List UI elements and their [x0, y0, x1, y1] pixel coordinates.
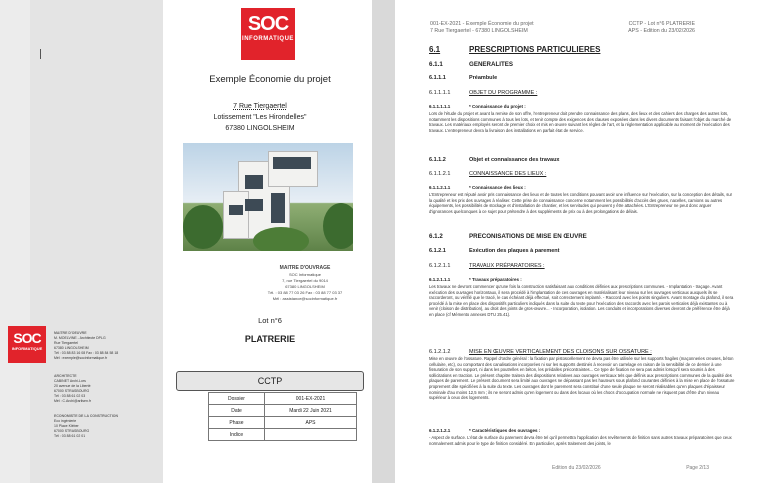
- paragraph: L'Entrepreneur est réputé avoir pris connaissance des lieux et de toutes les conditions pouvant avoir une influence sur l'exécution, sur la conception des détails, sur la qualité et les prix des ouvrages à réaliser. Cette prise de connaissance concerne notamment les possibilités d'accès des grues, nacelles, camions ou autres équipements, les possibilités de stockage et d'installation de chantier, et les servitudes qui peuvent y être attachées. L'Entrepreneur ne peut donc arguer d'ignorances quelconques à ce sujet pour prétendre à des suppléments de prix ou à des prolongations de délais.: [429, 192, 733, 214]
- heading-6-1: [429, 45, 600, 54]
- contact-head: ARCHITECTE: [54, 374, 77, 378]
- heading-6-1-1-2-1: [429, 171, 546, 177]
- moa-line: 67380 LINGOLSHEIM: [285, 284, 325, 289]
- contact-head: ECONOMISTE DE LA CONSTRUCTION: [54, 414, 119, 418]
- heading-text: PRECONISATIONS DE MISE EN ŒUVRE: [469, 233, 587, 240]
- paragraph: Les travaux ne devront commencer qu'une fois la construction satisfaisant aux conditions définies aux prescriptions communes. - Implantation - traçage. Avant exécution des ouvrages horizontaux, il sera procédé à l'implantation de ces ouvrages en matérialisant leur niveau sur les ouvrages verticaux auxquels ils se raccorderont, ou vérifié que le tracé, le cas échéant déjà effectué, soit correctement implanté. - Raccord avec les points singuliers. Avant montage du plafond, il sera procédé à la mise en place des dispositifs particuliers indiqués dans la suite du texte pour l'exécution des raccords avec les parois verticales déjà existantes ou à venir (cloison de distribution), au droit des joints de gros-œuvre... - Incorporation, isolation. Les conduits et incorporations diverses devront de préférence être déjà en place (cf Mémento annexes DTU 25.41).: [429, 284, 734, 317]
- heading-6-1-1-2: [429, 157, 559, 163]
- page-footer-right: Page 2/13: [686, 465, 709, 471]
- heading-number: 6.1.2.1.1: [429, 263, 451, 269]
- soc-logo: [241, 8, 295, 60]
- document-meta-table: [208, 392, 357, 441]
- heading-number: 6.1.2.1.2: [429, 349, 451, 355]
- moa-title: MAITRE D'OUVRAGE: [279, 265, 331, 271]
- meta-key: Date: [209, 405, 265, 417]
- heading-6-1-2-1: [429, 248, 559, 254]
- project-title: Exemple Économie du projet: [209, 74, 331, 85]
- moa-line: SOC Informatique: [288, 272, 321, 277]
- heading-number: 6.1.2.1.2.1: [429, 428, 451, 433]
- heading-text: * Caractéristiques des ouvrages :: [469, 428, 541, 433]
- header-line: APS - Edition du 23/02/2026: [628, 28, 695, 34]
- contact-line: M. MOELVINE - Architecte DPLG: [54, 336, 106, 340]
- building-photo: [183, 143, 353, 251]
- logo-subtext: INFORMATIQUE: [11, 346, 43, 351]
- contact-line: CABINET Archi-Lors: [54, 379, 86, 383]
- header-line: 7 Rue Tiergaertel - 67380 LINGOLSHEIM: [430, 28, 528, 34]
- heading-6-1-2-1-2-1: [429, 428, 540, 433]
- heading-number: 6.1.1.2: [429, 157, 446, 163]
- logo-subtext: INFORMATIQUE: [242, 36, 294, 42]
- header-line: CCTP - Lot n°6 PLATRERIE: [628, 21, 695, 27]
- heading-number: 6.1.2: [429, 233, 443, 240]
- table-row: [209, 417, 357, 429]
- soc-logo-small: [8, 326, 46, 363]
- heading-6-1-2-1-2: [429, 349, 652, 355]
- paragraph: - Aspect de surface. L'état de surface du parement devra être tel qu'il permettra l'application des revêtements de finition sans autres travaux préparatoires que ceux normalement admis pour le type de finition considéré. En particulier, après traitement des joints, le: [429, 435, 732, 446]
- contact-block: [54, 374, 91, 404]
- address-line-1: 7 Rue Tiergaertel: [233, 103, 287, 110]
- contact-block: [54, 331, 118, 361]
- heading-text: MISE EN ŒUVRE VERTICALEMENT DES CLOISONS SUR OSSATURE :: [469, 349, 652, 355]
- contact-line: Tél : 03 88 83 16 08 Fax : 03 88 84 58 18: [54, 351, 119, 355]
- lot-name: PLATRERIE: [244, 334, 296, 344]
- heading-6-1-1: [429, 61, 513, 68]
- heading-number: 6.1.1: [429, 61, 443, 68]
- address-line-2: Lotissement "Les Hirondelles": [213, 114, 307, 121]
- heading-6-1-2-1-1: [429, 263, 545, 269]
- content-page: [395, 0, 768, 483]
- cover-page: [0, 0, 375, 483]
- heading-number: 6.1.1.2.1: [429, 171, 451, 177]
- moa-line: Tél. : 03 88 77 03 26 Fax : 03 88 77 03 37: [267, 290, 343, 295]
- contact-line: Mél : exemple@socinformatique.fr: [54, 356, 108, 360]
- contact-line: Tél : 03 88 61 02 03: [54, 394, 86, 398]
- heading-6-1-1-1: [429, 75, 497, 81]
- contact-line: Tél : 03 88 61 02 01: [54, 434, 86, 438]
- logo-text: SOC: [13, 330, 41, 346]
- table-row: [209, 405, 357, 417]
- contact-line: 67380 LINGOLSHEIM: [54, 346, 89, 350]
- meta-value: [265, 429, 357, 441]
- heading-text: CONNAISSANCE DES LIEUX :: [469, 171, 547, 177]
- meta-key: Indice: [209, 429, 265, 441]
- heading-6-1-1-2-1-1: [429, 185, 526, 190]
- heading-text: * Travaux préparatoires :: [469, 277, 522, 282]
- heading-number: 6.1.1.1: [429, 75, 446, 81]
- contact-line: Mél : C.Archi@arlisen.fr: [54, 399, 92, 403]
- table-row: [209, 429, 357, 441]
- heading-text: Exécution des plaques à parement: [469, 248, 560, 254]
- meta-key: Phase: [209, 417, 265, 429]
- contact-line: Rue Tiergaertel: [54, 341, 78, 345]
- logo-text: SOC: [247, 13, 289, 35]
- heading-text: Objet et connaissance des travaux: [469, 157, 560, 163]
- contact-line: 20 avenue de la Liberté: [54, 384, 91, 388]
- heading-text: PRESCRIPTIONS PARTICULIERES: [469, 45, 601, 54]
- contact-line: Eco ingénierie: [54, 419, 77, 423]
- text-cursor: [40, 49, 41, 59]
- heading-number: 6.1.1.1.1: [429, 90, 451, 96]
- moa-line: Mél : assistance@socinformatique.fr: [272, 296, 338, 301]
- contact-block: [54, 414, 118, 439]
- heading-text: Préambule: [469, 75, 498, 81]
- paragraph: Lors de l'étude du projet et avant la remise de son offre, l'entrepreneur doit prendre connaissance des plans, des lieux et des cahiers des charges des autres lots, notamment les dispositions communes à tous les lots, et tenir compte des exigences des clauses exposées dans les divers documents faisant l'objet du marché de travaux. Les matériaux employés seront de premier choix et mis en œuvre suivant les règles de l'art, et la réglementation applicable au moment de l'exécution des travaux. L'entrepreneur devra la livraison des installations en parfait état de service.: [429, 111, 732, 133]
- heading-text: GENERALITES: [469, 61, 514, 68]
- heading-number: 6.1.2.1: [429, 248, 446, 254]
- header-line: 001-EX-2021 - Exemple Économie du projet: [430, 21, 534, 27]
- contact-line: 67000 STRASBOURG: [54, 389, 90, 393]
- heading-number: 6.1.1.1.1.1: [429, 104, 451, 109]
- heading-6-1-2-1-1-1: [429, 277, 522, 282]
- heading-text: TRAVAUX PRÉPARATOIRES :: [469, 263, 545, 269]
- heading-text: * Connaissance des lieux :: [469, 185, 526, 190]
- heading-6-1-1-1-1: [429, 90, 537, 96]
- left-margin: [0, 0, 30, 483]
- doc-type-box: CCTP: [176, 371, 364, 391]
- heading-number: 6.1.2.1.1.1: [429, 277, 451, 282]
- contact-line: 10 Place Kléber: [54, 424, 79, 428]
- heading-number: 6.1.1.2.1.1: [429, 185, 451, 190]
- paragraph: Mise en œuvre de l'ossature. Rappel d'ordre général : la fixation par pistoscellement ne devra pas être utilisée sur les supports fragiles (maçonneries creuses, béton cellulaire, etc), ou comportant des canalisations incorporées ni sur les supports destinés à recevoir un carrelage en raison de la sensibilité de ce dernier à une fissuration de son support, ni dans les poutrelles en béton, les prédalles précontraintes... Ce type de fixation ne sera pas admis lorsqu'il sera soumis à des sollicitations en traction. Le présent chapitre traitera des dispositions relatives aux ouvrages verticaux tels que définis aux prescriptions communes de la qualité des plaques de parement. Le présent document sera limité aux ouvrages ne dépassant pas les hauteurs sous plafond courantes définies à la mise en place de l'ossature proprement dite spécifiées à la suite du texte. Les ouvrages dont le parement sera constitué d'une seule plaque ne seront réalisables qu'en plaques d'épaisseur nominale d'au moins 12,5 mm ; ils ne seront admis qu'en logement ou dans des locaux où les chocs d'occupation normale ne risquent pas d'être d'un niveau supérieur à ceux des logements.: [429, 356, 735, 401]
- contact-head: MAITRE D'OEUVRE: [54, 331, 87, 335]
- lot-number: Lot n°6: [258, 316, 282, 325]
- moa-line: 7, rue Tiergaertel du 9014: [282, 278, 328, 283]
- page-header-left: [430, 21, 534, 35]
- heading-number: 6.1: [429, 45, 441, 54]
- page-header-right: [628, 21, 695, 35]
- table-row: [209, 393, 357, 405]
- meta-value: Mardi 22 Juin 2021: [265, 405, 357, 417]
- page-footer-left: Edition du 23/02/2026: [552, 465, 601, 471]
- address-line-3: 67380 LINGOLSHEIM: [225, 125, 295, 132]
- meta-value: 001-EX-2021: [265, 393, 357, 405]
- meta-key: Dossier: [209, 393, 265, 405]
- heading-6-1-2: [429, 233, 587, 240]
- heading-text: * Connaissance du projet :: [469, 104, 526, 109]
- heading-text: OBJET DU PROGRAMME :: [469, 90, 538, 96]
- meta-value: APS: [265, 417, 357, 429]
- contact-line: 67000 STRASBOURG: [54, 429, 90, 433]
- heading-6-1-1-1-1-1: [429, 104, 526, 109]
